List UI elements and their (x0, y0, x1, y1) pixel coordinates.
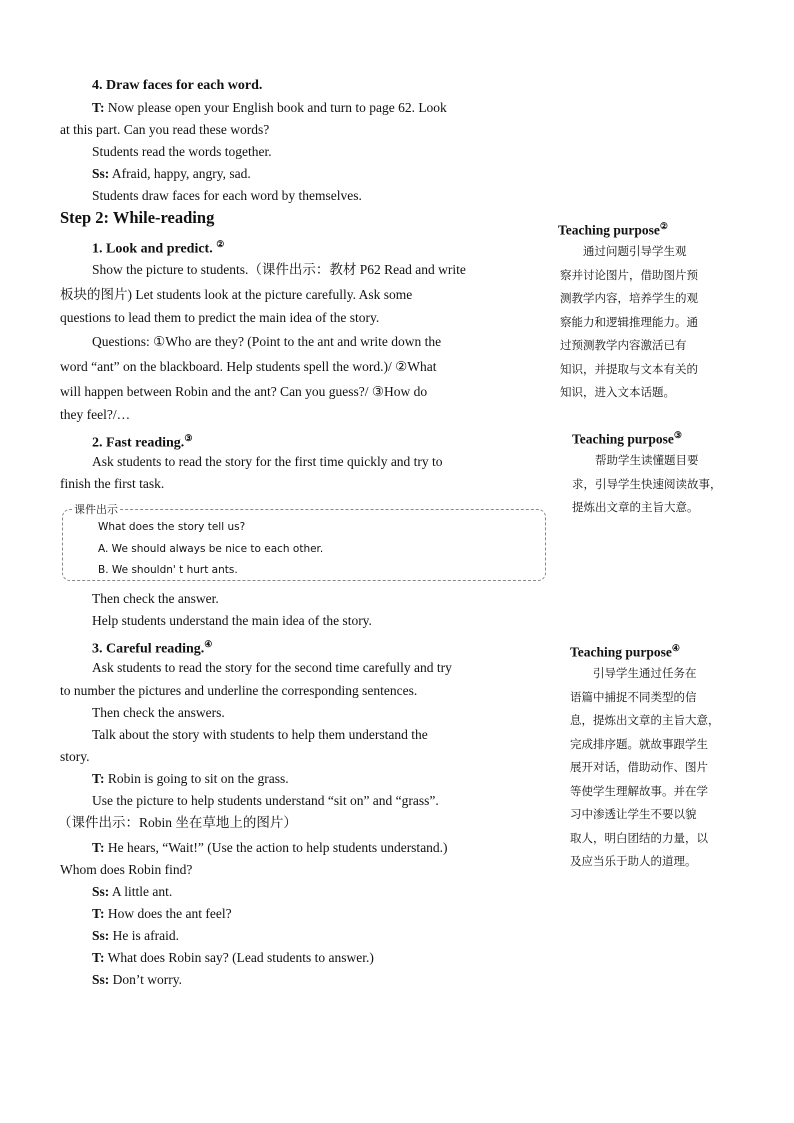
fast-text-1: Ask students to read the story for the first time quickly and try to (92, 454, 443, 469)
careful-reading-title (92, 636, 212, 658)
careful-reading-mark: ④ (204, 639, 213, 649)
teaching-purpose-line: 及应当乐于助人的道理。 (570, 854, 697, 868)
teaching-purpose-line: 语篇中捕捉不同类型的信 (570, 689, 697, 704)
teaching-purpose-4-body (570, 662, 770, 874)
questions-text-1: Questions: ①Who are they? (Point to the ant and write down the (92, 334, 442, 349)
students-answer-text: Afraid, happy, angry, sad. (109, 166, 251, 181)
teacher-text: What does Robin say? (Lead students to answer.) (104, 950, 374, 965)
teaching-purpose-line: 知识，进入文本话题。 (560, 385, 675, 399)
careful-text-1: Ask students to read the story for the second time carefully and try (92, 660, 452, 675)
teaching-purpose-line: 等使学生理解故事。并在学 (570, 783, 708, 798)
students-answer-line (92, 166, 251, 182)
students-label: Ss: (92, 972, 110, 987)
students-text: A little ant. (109, 884, 173, 899)
students-label: Ss: (92, 884, 110, 899)
box-option-b: B. We shouldn' t hurt ants. (98, 564, 238, 576)
teaching-purpose-2-title (558, 221, 668, 239)
teaching-purpose-line: 提炼出文章的主旨大意。 (572, 500, 699, 514)
fast-reading-mark: ③ (184, 433, 193, 443)
look-text-3: questions to lead them to predict the main idea of the story. (60, 310, 380, 325)
help-main-idea-text: Help students understand the main idea of the story. (92, 613, 372, 628)
teaching-purpose-line: 求，引导学生快速阅读故事， (572, 476, 722, 491)
teacher-line-2 (92, 840, 448, 856)
teaching-purpose-label: Teaching purpose (570, 644, 672, 660)
fast-reading-title (92, 430, 192, 452)
look-text-1: Show the picture to students.（课件出示：教材 P62 Read and write (92, 262, 466, 277)
teacher-label: T: (92, 840, 105, 855)
students-label: Ss: (92, 928, 110, 943)
teacher-text: How does the ant feel? (104, 906, 232, 921)
questions-text-3: will happen between Robin and the ant? Can you guess?/ ③How do (60, 384, 428, 399)
teacher-text: Robin is going to sit on the grass. (104, 771, 289, 786)
teaching-purpose-line: 引导学生通过任务在 (570, 666, 697, 680)
teaching-purpose-line: 察并讨论图片，借助图片预 (560, 267, 698, 282)
careful-text-2: to number the pictures and underline the corresponding sentences. (60, 683, 418, 698)
students-line-1 (92, 884, 172, 900)
teaching-purpose-mark: ④ (671, 643, 680, 653)
questions-text-2: word “ant” on the blackboard. Help students spell the word.)/ ②What (60, 359, 437, 374)
careful-reading-label: 3. Careful reading. (92, 641, 205, 657)
questions-text-4: they feel?/… (60, 407, 131, 422)
teaching-purpose-2-body (560, 240, 740, 405)
teacher-text: Now please open your English book and turn to page 62. Look (104, 100, 447, 115)
teaching-purpose-line: 取人，明白团结的力量，以 (570, 830, 708, 845)
teaching-purpose-line: 测教学内容，培养学生的观 (560, 291, 698, 305)
look-predict-title (92, 236, 224, 258)
teacher-text: He hears, “Wait!” (Use the action to help students understand.) (104, 840, 448, 855)
fast-text-2: finish the first task. (60, 476, 165, 491)
students-draw-text: Students draw faces for each word by themselves. (92, 188, 362, 203)
teaching-purpose-line: 习中渗透让学生不要以貌 (570, 807, 697, 821)
students-label: Ss: (92, 166, 110, 181)
teaching-purpose-line: 通过问题引导学生观 (560, 244, 687, 258)
section-title-draw-faces: 4. Draw faces for each word. (92, 78, 263, 93)
look-predict-mark: ② (216, 239, 225, 249)
students-text: He is afraid. (109, 928, 179, 943)
teacher-label: T: (92, 100, 105, 115)
teaching-purpose-3-title (572, 430, 682, 448)
check-answer-text: Then check the answer. (92, 591, 219, 606)
look-predict-label: 1. Look and predict. (92, 241, 213, 257)
step2-heading: Step 2: While-reading (60, 208, 215, 227)
talk-text-1: Talk about the story with students to help them understand the (92, 727, 428, 742)
look-text-2: 板块的图片) Let students look at the picture carefully. Ask some (60, 287, 413, 302)
teaching-purpose-label: Teaching purpose (558, 222, 660, 238)
teaching-purpose-mark: ② (659, 221, 668, 231)
teaching-purpose-line: 过预测教学内容激活已有 (560, 338, 687, 352)
teaching-purpose-line: 帮助学生读懂题目要 (572, 453, 699, 467)
teacher-text-cont: at this part. Can you read these words? (60, 122, 270, 137)
teaching-purpose-3-body (572, 449, 772, 520)
students-line-2 (92, 928, 179, 944)
teacher-label: T: (92, 950, 105, 965)
teaching-purpose-mark: ③ (673, 430, 682, 440)
students-text: Don’t worry. (109, 972, 183, 987)
teacher-line-4 (92, 950, 374, 966)
students-line-3 (92, 972, 182, 988)
box-question: What does the story tell us? (98, 521, 246, 533)
teacher-text-cont: Whom does Robin find? (60, 862, 193, 877)
teaching-purpose-line: 完成排序题。就故事跟学生 (570, 736, 708, 751)
teacher-line (92, 100, 447, 116)
courseware-note-text: （课件出示：Robin 坐在草地上的图片） (58, 815, 297, 830)
teacher-label: T: (92, 771, 105, 786)
teaching-purpose-line: 息，提炼出文章的主旨大意， (570, 713, 720, 727)
courseware-box-label: 课件出示 (74, 503, 118, 516)
teaching-purpose-line: 展开对话，借助动作、图片 (570, 760, 708, 774)
box-option-a: A. We should always be nice to each other. (98, 543, 324, 555)
talk-text-2: story. (60, 749, 90, 764)
check-answers-text: Then check the answers. (92, 705, 225, 720)
teacher-line-1 (92, 771, 289, 787)
fast-reading-label: 2. Fast reading. (92, 435, 185, 451)
use-picture-text: Use the picture to help students understand “sit on” and “grass”. (92, 793, 439, 808)
teacher-label: T: (92, 906, 105, 921)
teaching-purpose-4-title (570, 643, 680, 661)
students-read-text: Students read the words together. (92, 144, 272, 159)
teaching-purpose-line: 知识，并提取与文本有关的 (560, 361, 698, 376)
teaching-purpose-label: Teaching purpose (572, 431, 674, 447)
teacher-line-3 (92, 906, 232, 922)
teaching-purpose-line: 察能力和逻辑推理能力。通 (560, 314, 698, 329)
